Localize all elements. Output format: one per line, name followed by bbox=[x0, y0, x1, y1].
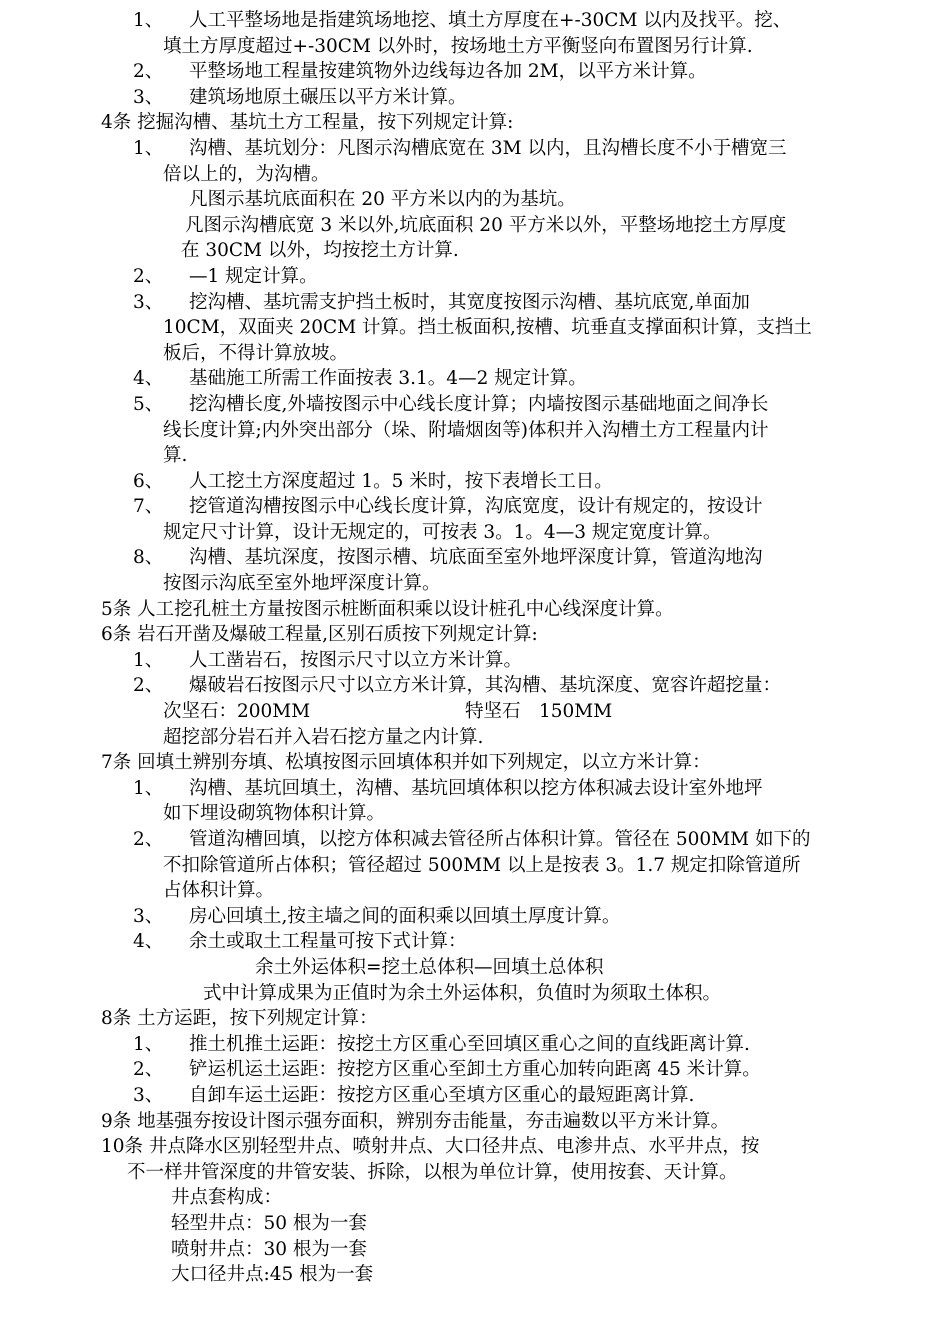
list-item: 大口径井点:45 根为一套 bbox=[171, 1264, 374, 1286]
item-number: 2、 bbox=[133, 265, 164, 287]
item-text: 管道沟槽回填，以挖方体积减去管径所占体积计算。管径在 500MM 如下的 bbox=[189, 829, 811, 850]
formula: 余土外运体积=挖土总体积—回填土总体积 bbox=[255, 956, 604, 978]
article-10-list-item bbox=[0, 1211, 950, 1237]
article-7-item-2-cont-1 bbox=[0, 853, 950, 879]
item-number: 2、 bbox=[133, 675, 164, 697]
item-number: 4、 bbox=[133, 931, 164, 953]
secondary-hard-rock-value: 次坚石：200MM bbox=[163, 701, 311, 723]
item-number: 1、 bbox=[133, 649, 164, 671]
item-number: 4、 bbox=[133, 368, 164, 390]
article-heading: 4条 挖掘沟槽、基坑土方工程量，按下列规定计算: bbox=[101, 112, 514, 134]
article-7-heading bbox=[0, 750, 950, 776]
item-text: 沟槽、基坑划分：凡图示沟槽底宽在 3M 以内，且沟槽长度不小于槽宽三 bbox=[189, 137, 787, 159]
article-7-item-1 bbox=[0, 776, 950, 802]
item-text-continuation: 线长度计算;内外突出部分（垛、附墙烟囱等)体积并入沟槽土方工程量内计 bbox=[163, 419, 769, 441]
article-heading: 9条 地基强夯按设计图示强夯面积，辨别夯击能量，夯击遍数以平方米计算。 bbox=[101, 1110, 730, 1132]
article-7-item-3 bbox=[0, 904, 950, 930]
article-10-list-title bbox=[0, 1185, 950, 1211]
article-6-item-2-values bbox=[0, 699, 950, 725]
article-4-item-3 bbox=[0, 290, 950, 316]
item-number: 3、 bbox=[133, 86, 164, 108]
item-text-continuation: 不扣除管道所占体积；管径超过 500MM 以上是按表 3。1.7 规定扣除管道所 bbox=[163, 854, 801, 876]
item-text: 余土或取土工程量可按下式计算： bbox=[189, 931, 467, 953]
item-text-continuation: 板后，不得计算放坡。 bbox=[163, 342, 349, 364]
item-number: 7、 bbox=[133, 496, 164, 518]
item-text: 人工平整场地是指建筑场地挖、填土方厚度在+-30CM 以内及找平。挖、 bbox=[189, 10, 792, 31]
formula-note: 式中计算成果为正值时为余土外运体积，负值时为须取土体积。 bbox=[203, 982, 722, 1004]
item-number: 2、 bbox=[133, 829, 164, 850]
item-text-continuation: 规定尺寸计算，设计无规定的，可按表 3。1。4—3 规定宽度计算。 bbox=[163, 521, 722, 543]
item-text: 铲运机运土运距：按挖方区重心至卸土方重心加转向距离 45 米计算。 bbox=[189, 1059, 761, 1081]
paragraph: 凡图示基坑底面积在 20 平方米以内的为基坑。 bbox=[189, 189, 576, 211]
extra-hard-rock-value: 特坚石 150MM bbox=[465, 701, 613, 723]
article-7-item-2-cont-2 bbox=[0, 878, 950, 904]
article-8-item-3 bbox=[0, 1083, 950, 1109]
item-number: 5、 bbox=[133, 393, 164, 415]
item-text: 爆破岩石按图示尺寸以立方米计算，其沟槽、基坑深度、宽容许超挖量： bbox=[189, 675, 782, 697]
item-number: 2、 bbox=[133, 61, 164, 83]
article-4-item-2 bbox=[0, 264, 950, 290]
article-7-item-4 bbox=[0, 929, 950, 955]
item-number: 2、 bbox=[133, 1059, 164, 1081]
clause-3-item-2 bbox=[0, 59, 950, 85]
item-text-continuation: 倍以上的，为沟槽。 bbox=[163, 163, 330, 185]
item-number: 1、 bbox=[133, 10, 164, 31]
list-item: 喷射井点：30 根为一套 bbox=[171, 1238, 367, 1260]
item-text: 沟槽、基坑回填土，沟槽、基坑回填体积以挖方体积减去设计室外地坪 bbox=[189, 777, 763, 799]
article-8-item-2 bbox=[0, 1057, 950, 1083]
item-text-continuation: 算. bbox=[163, 445, 188, 467]
item-number: 1、 bbox=[133, 137, 164, 159]
paragraph: 凡图示沟槽底宽 3 米以外,坑底面积 20 平方米以外，平整场地挖土方厚度 bbox=[185, 214, 787, 236]
article-4-item-5-cont-1 bbox=[0, 418, 950, 444]
item-text-continuation: 填土方厚度超过+-30CM 以外时，按场地土方平衡竖向布置图另行计算. bbox=[163, 35, 753, 57]
article-heading: 10条 井点降水区别轻型井点、喷射井点、大口径井点、电渗井点、水平井点，按 bbox=[101, 1136, 760, 1158]
article-10-list-item bbox=[0, 1237, 950, 1263]
article-10-cont bbox=[0, 1160, 950, 1186]
article-heading: 7条 回填土辨别夯填、松填按图示回填体积并如下列规定，以立方米计算： bbox=[101, 752, 711, 774]
item-text: 挖沟槽长度,外墙按图示中心线长度计算；内墙按图示基础地面之间净长 bbox=[189, 393, 769, 415]
article-8-item-1 bbox=[0, 1032, 950, 1058]
article-6-item-2 bbox=[0, 673, 950, 699]
item-number: 3、 bbox=[133, 291, 164, 313]
article-4-item-1-para-3-cont bbox=[0, 238, 950, 264]
item-text: 人工挖土方深度超过 1。5 米时，按下表增长工日。 bbox=[189, 470, 613, 492]
article-4-item-8 bbox=[0, 545, 950, 571]
article-6-item-1 bbox=[0, 648, 950, 674]
article-7-formula-note bbox=[0, 981, 950, 1007]
article-4-item-1-para-2 bbox=[0, 187, 950, 213]
item-text-continuation: 按图示沟底至室外地坪深度计算。 bbox=[163, 573, 441, 595]
article-6-heading bbox=[0, 622, 950, 648]
article-4-item-1 bbox=[0, 136, 950, 162]
article-text-continuation: 不一样井管深度的井管安装、拆除，以根为单位计算，使用按套、天计算。 bbox=[127, 1161, 738, 1183]
article-7-item-2 bbox=[0, 827, 950, 853]
list-title: 井点套构成： bbox=[171, 1187, 283, 1209]
item-text: 建筑场地原土碾压以平方米计算。 bbox=[189, 86, 467, 108]
article-5-heading bbox=[0, 597, 950, 623]
document-page bbox=[0, 8, 950, 1288]
item-text: —1 规定计算。 bbox=[189, 265, 318, 287]
article-10-list-item bbox=[0, 1262, 950, 1288]
item-text: 推土机推土运距：按挖土方区重心至回填区重心之间的直线距离计算. bbox=[189, 1033, 750, 1055]
item-text: 基础施工所需工作面按表 3.1。4—2 规定计算。 bbox=[189, 368, 587, 390]
item-text: 自卸车运土运距：按挖方区重心至填方区重心的最短距离计算. bbox=[189, 1084, 695, 1106]
item-text-continuation: 如下埋设砌筑物体积计算。 bbox=[163, 803, 386, 825]
item-text: 挖管道沟槽按图示中心线长度计算，沟底宽度，设计有规定的，按设计 bbox=[189, 496, 763, 518]
item-text: 沟槽、基坑深度，按图示槽、坑底面至室外地坪深度计算，管道沟地沟 bbox=[189, 547, 763, 569]
clause-3-item-1-cont bbox=[0, 34, 950, 60]
article-heading: 5条 人工挖孔桩土方量按图示桩断面积乘以设计桩孔中心线深度计算。 bbox=[101, 598, 674, 620]
article-4-item-4 bbox=[0, 366, 950, 392]
article-heading: 8条 土方运距，按下列规定计算： bbox=[101, 1008, 378, 1030]
item-number: 1、 bbox=[133, 777, 164, 799]
list-item: 轻型井点：50 根为一套 bbox=[171, 1212, 367, 1234]
article-4-item-3-cont-2 bbox=[0, 341, 950, 367]
clause-3-item-1 bbox=[0, 8, 950, 34]
article-4-item-3-cont-1 bbox=[0, 315, 950, 341]
article-9-heading bbox=[0, 1109, 950, 1135]
article-4-item-5-cont-2 bbox=[0, 443, 950, 469]
article-4-item-5 bbox=[0, 392, 950, 418]
item-number: 6、 bbox=[133, 470, 164, 492]
article-4-heading bbox=[0, 110, 950, 136]
article-4-item-7-cont bbox=[0, 520, 950, 546]
article-7-item-1-cont bbox=[0, 801, 950, 827]
clause-3-item-3 bbox=[0, 85, 950, 111]
article-4-item-7 bbox=[0, 494, 950, 520]
article-4-item-8-cont bbox=[0, 571, 950, 597]
item-text: 挖沟槽、基坑需支护挡土板时，其宽度按图示沟槽、基坑底宽,单面加 bbox=[189, 291, 750, 313]
item-text: 平整场地工程量按建筑物外边线每边各加 2M，以平方米计算。 bbox=[189, 61, 707, 83]
article-4-item-1-cont bbox=[0, 162, 950, 188]
item-number: 3、 bbox=[133, 905, 164, 927]
article-8-heading bbox=[0, 1006, 950, 1032]
item-number: 3、 bbox=[133, 1084, 164, 1106]
article-10-heading bbox=[0, 1134, 950, 1160]
article-7-formula bbox=[0, 955, 950, 981]
item-number: 1、 bbox=[133, 1033, 164, 1055]
article-heading: 6条 岩石开凿及爆破工程量,区别石质按下列规定计算: bbox=[101, 624, 538, 646]
article-4-item-6 bbox=[0, 469, 950, 495]
paragraph-continuation: 在 30CM 以外，均按挖土方计算. bbox=[181, 240, 459, 262]
item-number: 8、 bbox=[133, 547, 164, 569]
item-text-continuation: 超挖部分岩石并入岩石挖方量之内计算. bbox=[163, 726, 484, 748]
item-text: 房心回填土,按主墙之间的面积乘以回填土厚度计算。 bbox=[189, 905, 621, 927]
article-6-item-2-cont bbox=[0, 725, 950, 751]
item-text-continuation: 10CM，双面夹 20CM 计算。挡土板面积,按槽、坑垂直支撑面积计算，支挡土 bbox=[163, 317, 812, 339]
article-4-item-1-para-3 bbox=[0, 213, 950, 239]
item-text-continuation: 占体积计算。 bbox=[163, 880, 275, 902]
item-text: 人工凿岩石，按图示尺寸以立方米计算。 bbox=[189, 649, 523, 671]
